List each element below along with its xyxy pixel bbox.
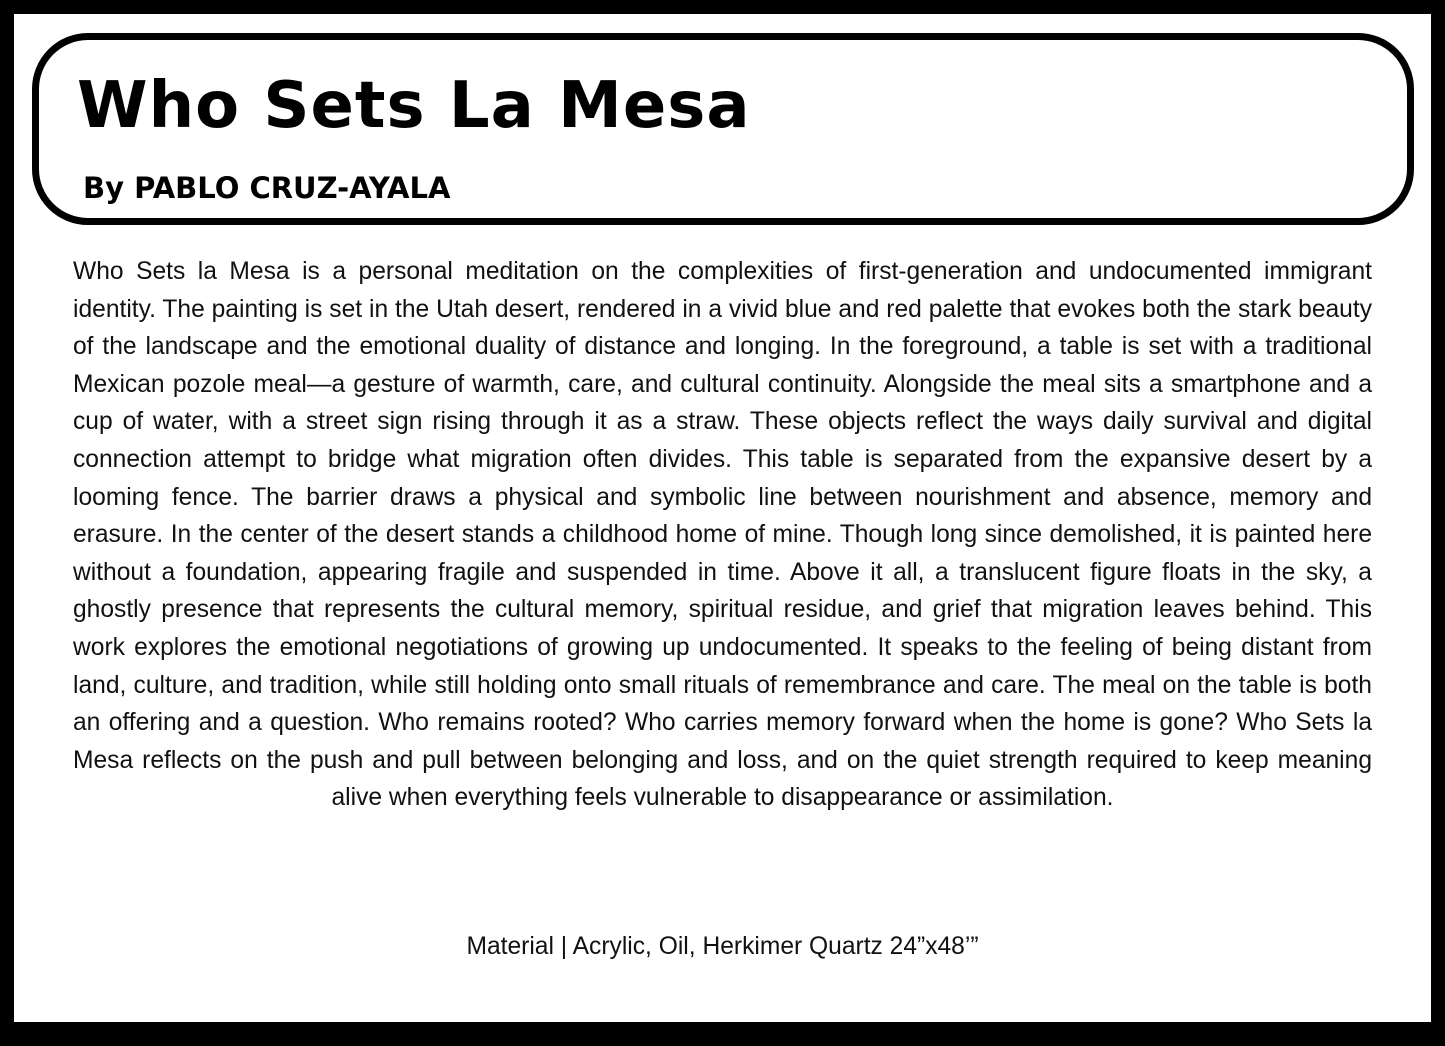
artwork-description: Who Sets la Mesa is a personal meditation on the complexities of first-generation and undocumented immigrant identity. The painting is set in the Utah desert, rendered in a vivid blue and red palette that evokes both the stark beauty of the landscape and the emotional duality of distance and longing. In the foreground, a table is set with a traditional Mexican pozole meal—a gesture of warmth, care, and cultural continuity. Alongside the meal sits a smartphone and a cup of water, with a street sign rising through it as a straw. These objects reflect the ways daily survival and digital connection attempt to bridge what migration often divides. This table is separated from the expansive desert by a looming fence. The barrier draws a physical and symbolic line between nourishment and absence, memory and erasure. In the center of the desert stands a childhood home of mine. Though long since demolished, it is painted here without a foundation, appearing fragile and suspended in time. Above it all, a translucent figure floats in the sky, a ghostly presence that represents the cultural memory, spiritual residue, and grief that migration leaves behind. This work explores the emotional negotiations of growing up undocumented. It speaks to the feeling of being distant from land, culture, and tradition, while still holding onto small rituals of remembrance and care. The meal on the table is both an offering and a question. Who remains rooted? Who carries memory forward when the home is gone? Who Sets la Mesa reflects on the push and pull between belonging and loss, and on the quiet strength required to keep meaning alive when everything feels vulnerable to disappearance or assimilation.: [73, 258, 1372, 812]
artwork-title: Who Sets La Mesa: [77, 69, 751, 143]
material-line: Material | Acrylic, Oil, Herkimer Quartz 24”x48’”: [466, 933, 979, 960]
title-panel: [32, 33, 1414, 225]
artist-byline: By PABLO CRUZ-AYALA: [83, 171, 451, 205]
